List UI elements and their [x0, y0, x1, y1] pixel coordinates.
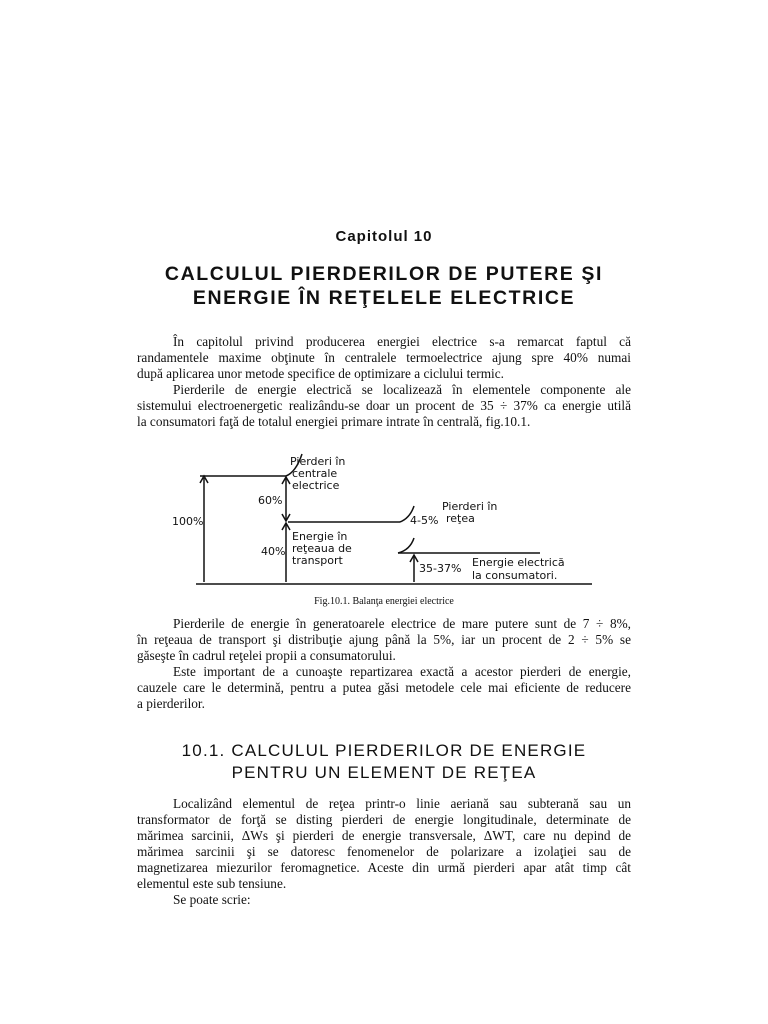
- label-transport-3: transport: [292, 554, 343, 567]
- label-retea-loss-1: Pierderi în: [442, 500, 498, 513]
- mid-paragraph-2: [137, 664, 631, 712]
- label-transport-2: reţeaua de: [292, 542, 352, 555]
- text-line: randamentele maxime obţinute în centralele termoelectrice ajung spre 40% numai: [137, 350, 631, 365]
- closing-line: [137, 892, 631, 908]
- text-line: transformator de forţă se disting pierderi de energie longitudinale, determinate de: [137, 812, 631, 827]
- label-consumatori-2: la consumatori.: [472, 569, 558, 582]
- label-centrale-2: centrale: [292, 467, 338, 480]
- text-line: mărimea sarcinii şi se datoresc fenomenelor de polarizare a izolaţiei sau de: [137, 844, 631, 859]
- text-line: Localizând elementul de reţea printr-o linie aeriană sau subterană sau un: [173, 796, 631, 811]
- mid-paragraph-1: [137, 616, 631, 664]
- section-title: [0, 740, 768, 784]
- label-100-percent: 100%: [172, 515, 204, 528]
- text-line: mărimea sarcinii, ΔWs şi pierderi de energie transversale, ΔWT, care nu depind de: [137, 828, 631, 843]
- label-60-percent: 60%: [258, 494, 283, 507]
- text-line: cauzele care le determină, pentru a putea găsi metodele cele mai eficiente de reducere: [137, 680, 631, 695]
- section-title-line-1: 10.1. CALCULUL PIERDERILOR DE ENERGIE: [181, 741, 587, 760]
- text-line: după aplicarea unor metode specifice de optimizare a ciclului termic.: [137, 366, 504, 381]
- text-line: magnetizarea miezurilor feromagnetice. Aceste din urmă pierderi apar atât timp cât: [137, 860, 631, 875]
- text-line: Se poate scrie:: [173, 892, 251, 907]
- section-title-line-2: PENTRU UN ELEMENT DE REŢEA: [231, 763, 537, 782]
- label-retea-loss-2: reţea: [446, 512, 475, 525]
- text-line: elementul este sub tensiune.: [137, 876, 287, 891]
- chapter-label: Capitolul 10: [335, 228, 433, 245]
- text-line: la consumatori faţă de totalul energiei primare intrate în centrală, fig.10.1.: [137, 414, 531, 429]
- section-paragraph: [137, 796, 631, 892]
- title-line-2: ENERGIE ÎN REŢELELE ELECTRICE: [192, 287, 576, 309]
- text-line: a pierderilor.: [137, 696, 205, 711]
- text-line: Pierderile de energie electrică se localizează în elementele componente ale: [173, 382, 631, 397]
- text-line: găseşte în cadrul reţelei propii a consumatorului.: [137, 648, 396, 663]
- text-line: Pierderile de energie în generatoarele electrice de mare putere sunt de 7 ÷ 8%,: [173, 616, 631, 631]
- curve-consumer-loss: [398, 538, 414, 553]
- label-centrale-3: electrice: [292, 479, 340, 492]
- title-line-1: CALCULUL PIERDERILOR DE PUTERE ŞI: [164, 263, 604, 285]
- text-line: sistemului electroenergetic realizându-se doar un procent de 35 ÷ 37% ca energie utilă: [137, 398, 631, 413]
- label-40-percent: 40%: [261, 545, 286, 558]
- text-line: în reţeaua de transport şi distribuţie ajung până la 5%, iar un procent de 2 ÷ 5% se: [137, 632, 631, 647]
- text-line: În capitolul privind producerea energiei electrice s-a remarcat faptul că: [173, 334, 631, 349]
- label-consumatori-1: Energie electrică: [472, 556, 565, 569]
- text-line: Este important de a cunoaşte repartizarea exactă a acestor pierderi de energie,: [173, 664, 631, 679]
- label-4-5-percent: 4-5%: [410, 514, 439, 527]
- label-centrale-1: Pierderi în: [290, 455, 346, 468]
- figure-caption: Fig.10.1. Balanţa energiei electrice: [314, 596, 454, 607]
- label-35-37-percent: 35-37%: [419, 562, 462, 575]
- label-transport-1: Energie în: [292, 530, 348, 543]
